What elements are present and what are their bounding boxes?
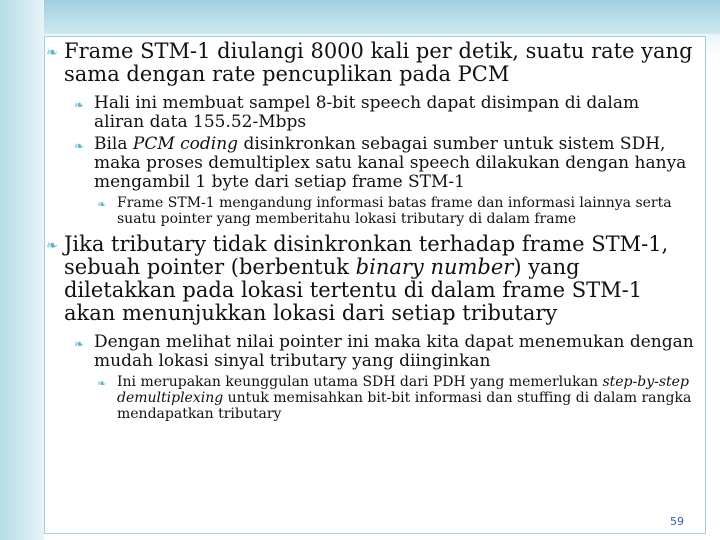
leaf-icon: ❧ xyxy=(46,238,58,254)
bullet-text-pre: Ini merupakan keunggulan utama SDH dari PDH yang memerlukan xyxy=(117,374,603,390)
bullet-list xyxy=(44,40,694,428)
bullet-level3-frame-info xyxy=(44,195,694,227)
bullet-level2-pcm-coding xyxy=(44,135,694,192)
left-decor-band xyxy=(0,0,44,540)
bullet-level3-sdh-advantage xyxy=(44,374,694,422)
bullet-text-emphasis: step-by-step demultiplexing xyxy=(117,374,689,406)
leaf-icon: ❧ xyxy=(46,45,58,61)
bullet-level2-sample-storage xyxy=(44,94,694,132)
bullet-text-post: untuk memisahkan bit-bit informasi dan stuffing di dalam rangka mendapatkan tributary xyxy=(117,390,692,422)
bullet-text-pre: Jika tributary tidak disinkronkan terhadap frame STM-1, sebuah pointer (berbentuk xyxy=(64,232,669,279)
bullet-level2-pointer-value xyxy=(44,333,694,371)
leaf-icon: ❧ xyxy=(74,337,85,351)
bullet-text-emphasis: binary number xyxy=(355,255,514,279)
bullet-text-emphasis: PCM coding xyxy=(132,134,239,154)
leaf-icon: ❧ xyxy=(97,198,107,211)
leaf-icon: ❧ xyxy=(74,139,85,153)
bullet-text-post: ) yang diletakkan pada lokasi tertentu di dalam frame STM-1 akan menunjukkan lokasi dari setiap tributary xyxy=(64,255,643,325)
bullet-text-pre: Bila xyxy=(94,134,133,154)
bullet-level1-frame-repeat xyxy=(44,40,694,86)
page-number: 59 xyxy=(670,515,684,528)
bullet-text: Frame STM-1 diulangi 8000 kali per detik, suatu rate yang sama dengan rate pencuplikan pada PCM xyxy=(64,39,693,86)
bullet-text: Frame STM-1 mengandung informasi batas frame dan informasi lainnya serta suatu pointer yang memberitahu lokasi tributary di dalam frame xyxy=(117,195,672,227)
top-decor-band xyxy=(0,0,720,34)
bullet-level1-pointer xyxy=(44,233,694,325)
leaf-icon: ❧ xyxy=(97,377,107,390)
bullet-text-post: disinkronkan sebagai sumber untuk sistem SDH, maka proses demultiplex satu kanal speech dilakukan dengan hanya mengambil 1 byte dari setiap frame STM-1 xyxy=(94,134,687,192)
bullet-text: Hali ini membuat sampel 8-bit speech dapat disimpan di dalam aliran data 155.52-Mbps xyxy=(94,93,640,132)
leaf-icon: ❧ xyxy=(74,98,85,112)
bullet-text: Dengan melihat nilai pointer ini maka kita dapat menemukan dengan mudah lokasi sinyal tributary yang diinginkan xyxy=(94,332,694,371)
